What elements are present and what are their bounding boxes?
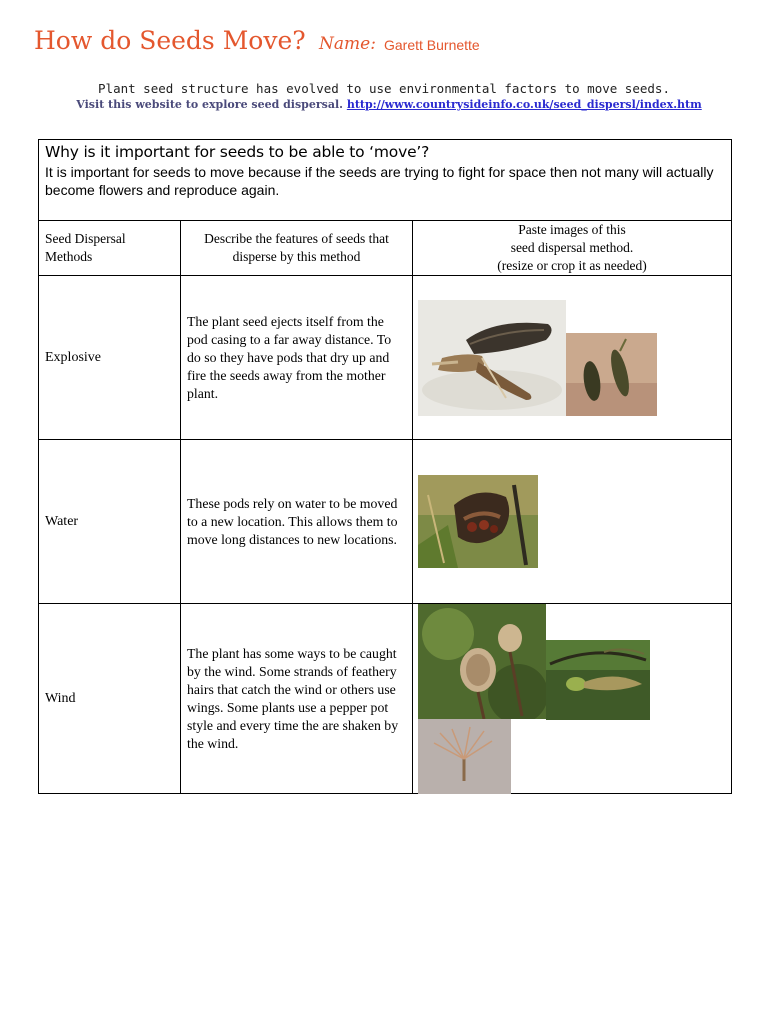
seed-dispersal-link[interactable]: http://www.countrysideinfo.co.uk/seed_dispersl/index.htm <box>346 98 702 111</box>
question-answer: It is important for seeds to move because if the seeds are trying to fight for space then not many will actually become flowers and reproduce again. <box>45 164 714 198</box>
column-header-images <box>413 221 732 276</box>
image-cell <box>413 276 732 440</box>
table-row <box>39 276 732 440</box>
water-seed-pod-photo <box>418 475 538 568</box>
student-name: Garett Burnette <box>384 37 480 53</box>
method-name: Explosive <box>39 276 181 440</box>
name-label: Name: <box>319 34 376 54</box>
images-header-line: Paste images of this <box>518 222 626 237</box>
column-header-features: Describe the features of seeds that disperse by this method <box>181 221 413 276</box>
wind-winged-seed-photo <box>546 640 650 720</box>
page-title: How do Seeds Move? <box>34 26 306 55</box>
method-name: Wind <box>39 604 181 794</box>
method-description: The plant has some ways to be caught by the wind. Some strands of feathery hairs that catch the wind or others use wings. Some plants use a pepper pot style and every time the are shaken by the wind. <box>181 604 413 794</box>
images-header-line: seed dispersal method. <box>510 240 634 255</box>
question-cell <box>39 140 732 221</box>
wind-feathery-seed-photo <box>418 719 511 794</box>
image-cell <box>413 604 732 794</box>
images-header-line: (resize or crop it as needed) <box>497 258 647 273</box>
visit-text: Visit this website to explore seed dispersal. <box>76 98 343 111</box>
table-row <box>39 604 732 794</box>
seed-dispersal-table <box>38 139 732 794</box>
question-prompt: Why is it important for seeds to be able to ‘move’? <box>45 143 430 161</box>
worksheet-header <box>34 24 734 64</box>
explosive-seed-pod-photo <box>418 300 566 416</box>
image-cell <box>413 440 732 604</box>
column-header-methods: Seed Dispersal Methods <box>39 221 181 276</box>
method-description: The plant seed ejects itself from the pod casing to a far away distance. To do so they have pods that dry up and fire the seeds away from the mother plant. <box>181 276 413 440</box>
visit-line <box>0 98 768 111</box>
wind-pepper-pot-seed-head-photo <box>418 604 546 719</box>
explosive-seeds-in-hand-photo <box>566 333 657 416</box>
method-description: These pods rely on water to be moved to a new location. This allows them to move long distances to new locations. <box>181 440 413 604</box>
table-row <box>39 440 732 604</box>
method-name: Water <box>39 440 181 604</box>
intro-text: Plant seed structure has evolved to use environmental factors to move seeds. <box>98 81 670 96</box>
